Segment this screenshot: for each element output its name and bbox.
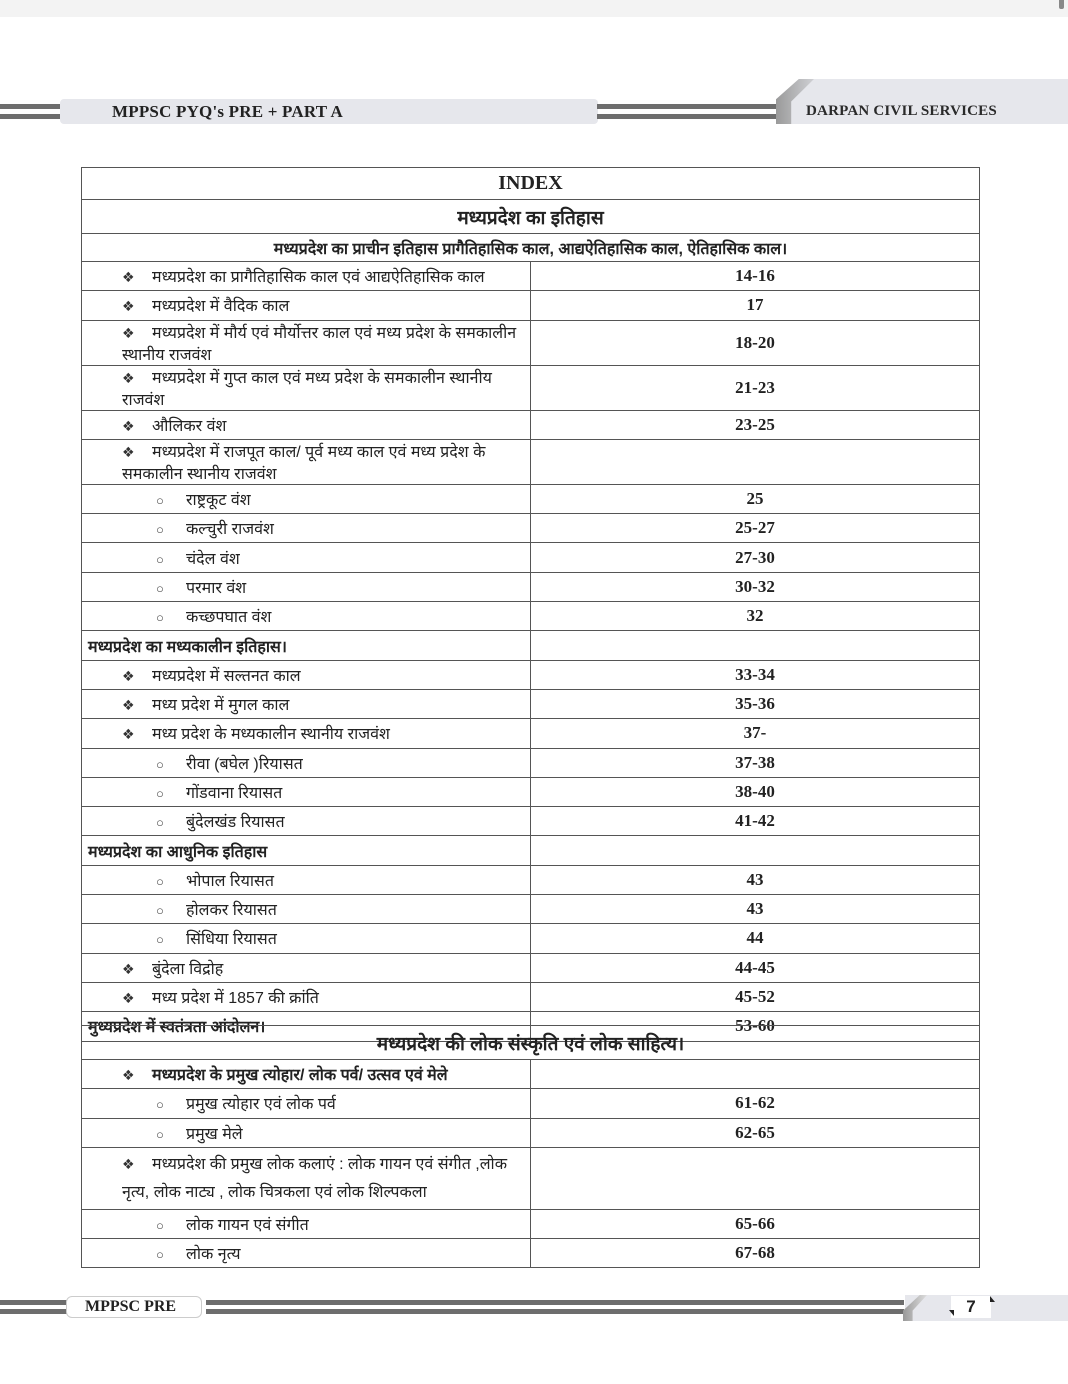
page-range-cell: 61-62 bbox=[531, 1089, 980, 1118]
index-row bbox=[82, 1089, 980, 1118]
topic-cell bbox=[82, 1239, 531, 1268]
diamond-bullet-icon: ❖ bbox=[122, 417, 135, 434]
page-range-cell bbox=[531, 631, 980, 660]
page-range-cell bbox=[531, 1060, 980, 1089]
topic-label: राष्ट्रकूट वंश bbox=[186, 492, 251, 510]
page-range-cell: 45-52 bbox=[531, 982, 980, 1011]
topic-label: सिंधिया रियासत bbox=[186, 931, 277, 949]
topic-cell bbox=[82, 807, 531, 836]
index-row bbox=[82, 1239, 980, 1268]
topic-label: मध्यप्रदेश के प्रमुख त्योहार/ लोक पर्व/ उत्सव एवं मेले bbox=[152, 1067, 448, 1085]
topic-cell bbox=[82, 1118, 531, 1147]
topic-cell bbox=[82, 1209, 531, 1238]
topic-label: चंदेल वंश bbox=[186, 550, 240, 568]
index-row bbox=[82, 953, 980, 982]
index-row bbox=[82, 320, 980, 365]
index-row bbox=[82, 602, 980, 631]
topic-cell bbox=[82, 748, 531, 777]
main-heading-row bbox=[82, 200, 980, 234]
topic-label: मध्यप्रदेश का आधुनिक इतिहास bbox=[88, 843, 268, 861]
topic-cell bbox=[82, 572, 531, 601]
circle-bullet-icon: ○ bbox=[156, 1247, 164, 1263]
page-range-cell: 14-16 bbox=[531, 262, 980, 291]
topic-cell bbox=[82, 660, 531, 689]
topic-label: प्रमुख त्योहार एवं लोक पर्व bbox=[186, 1096, 336, 1114]
page-range-cell: 43 bbox=[531, 895, 980, 924]
topic-label: प्रमुख मेले bbox=[186, 1125, 243, 1143]
index-table bbox=[81, 167, 980, 1042]
topic-cell bbox=[82, 689, 531, 718]
topic-label: कल्चुरी राजवंश bbox=[186, 521, 274, 539]
topic-cell bbox=[82, 291, 531, 320]
circle-bullet-icon: ○ bbox=[156, 493, 164, 509]
topic-label: मध्यप्रदेश की प्रमुख लोक कलाएं : लोक गायन एवं संगीत ,लोक नृत्य, लोक नाट्य , लोक चित्रकला एवं लोक शिल्पकला bbox=[122, 1155, 507, 1201]
diamond-bullet-icon: ❖ bbox=[122, 324, 135, 341]
index-row bbox=[82, 660, 980, 689]
culture-heading-row bbox=[82, 1026, 980, 1060]
topic-cell bbox=[82, 924, 531, 953]
index-row bbox=[82, 777, 980, 806]
topic-cell bbox=[82, 543, 531, 572]
page-range-cell: 32 bbox=[531, 602, 980, 631]
page-range-cell: 37- bbox=[531, 719, 980, 748]
topic-cell bbox=[82, 982, 531, 1011]
index-row bbox=[82, 924, 980, 953]
topic-cell bbox=[82, 719, 531, 748]
header-decor-lines bbox=[0, 104, 66, 119]
index-row bbox=[82, 514, 980, 543]
topic-label: बुंदेलखंड रियासत bbox=[186, 814, 285, 832]
topic-cell bbox=[82, 865, 531, 894]
index-row bbox=[82, 719, 980, 748]
diamond-bullet-icon: ❖ bbox=[122, 697, 135, 714]
topic-label: औलिकर वंश bbox=[152, 417, 227, 435]
topic-cell bbox=[82, 514, 531, 543]
topic-label: मध्यप्रदेश में मौर्य एवं मौर्योत्तर काल एवं मध्य प्रदेश के समकालीन स्थानीय राजवंश bbox=[122, 324, 517, 364]
page-range-cell bbox=[531, 836, 980, 865]
topic-label: मुध्यप्रदेश में स्वतंत्रता आंदोलन। bbox=[88, 1019, 266, 1037]
culture-table bbox=[81, 1025, 980, 1268]
topic-cell bbox=[82, 1060, 531, 1089]
circle-bullet-icon: ○ bbox=[156, 522, 164, 538]
page-range-cell: 21-23 bbox=[531, 365, 980, 410]
header-decor-lines-mid bbox=[597, 104, 777, 119]
topic-label: मध्यप्रदेश में गुप्त काल एवं मध्य प्रदेश के समकालीन स्थानीय राजवंश bbox=[122, 369, 492, 409]
diamond-bullet-icon: ❖ bbox=[122, 443, 135, 460]
index-title: INDEX bbox=[82, 168, 980, 200]
index-row bbox=[82, 439, 980, 484]
diamond-bullet-icon: ❖ bbox=[122, 726, 135, 743]
page-range-cell: 18-20 bbox=[531, 320, 980, 365]
topic-label: रीवा (बघेल )रियासत bbox=[186, 755, 303, 773]
page-range-cell: 30-32 bbox=[531, 572, 980, 601]
circle-bullet-icon: ○ bbox=[156, 932, 164, 948]
footer-decor-lines-mid bbox=[206, 1300, 904, 1314]
topic-cell bbox=[82, 262, 531, 291]
topic-label: मध्यप्रदेश में वैदिक काल bbox=[152, 298, 290, 316]
circle-bullet-icon: ○ bbox=[156, 786, 164, 801]
topic-cell bbox=[82, 410, 531, 439]
topic-label: मध्यप्रदेश में राजपूत काल/ पूर्व मध्य काल एवं मध्य प्रदेश के समकालीन स्थानीय राजवंश bbox=[122, 443, 486, 483]
index-row bbox=[82, 410, 980, 439]
circle-bullet-icon: ○ bbox=[156, 1126, 164, 1142]
index-row bbox=[82, 982, 980, 1011]
topic-label: परमार वंश bbox=[186, 579, 247, 597]
diamond-bullet-icon: ❖ bbox=[122, 960, 135, 977]
topic-label: लोक नृत्य bbox=[186, 1246, 241, 1264]
diamond-bullet-icon: ❖ bbox=[122, 1155, 135, 1172]
page-range-cell: 25-27 bbox=[531, 514, 980, 543]
index-title-row bbox=[82, 168, 980, 200]
page-range-cell: 27-30 bbox=[531, 543, 980, 572]
index-row bbox=[82, 1209, 980, 1238]
index-row bbox=[82, 484, 980, 513]
index-row bbox=[82, 689, 980, 718]
circle-bullet-icon: ○ bbox=[156, 580, 164, 596]
diamond-bullet-icon: ❖ bbox=[122, 1067, 135, 1084]
topic-label: मध्य प्रदेश में 1857 की क्रांति bbox=[152, 990, 319, 1008]
page-range-cell: 38-40 bbox=[531, 777, 980, 806]
diamond-bullet-icon: ❖ bbox=[122, 990, 135, 1007]
topic-cell bbox=[82, 320, 531, 365]
page-range-cell: 44-45 bbox=[531, 953, 980, 982]
main-heading: मध्यप्रदेश का इतिहास bbox=[82, 200, 980, 234]
page-range-cell: 62-65 bbox=[531, 1118, 980, 1147]
topic-cell bbox=[82, 953, 531, 982]
page-range-cell: 53-60 bbox=[531, 1012, 980, 1041]
diamond-bullet-icon: ❖ bbox=[122, 298, 135, 315]
topic-label: कच्छपघात वंश bbox=[186, 609, 272, 627]
topic-label: बुंदेला विद्रोह bbox=[152, 960, 224, 978]
page-range-cell: 35-36 bbox=[531, 689, 980, 718]
culture-heading: मध्यप्रदेश की लोक संस्कृति एवं लोक साहित्य। bbox=[82, 1026, 980, 1060]
circle-bullet-icon: ○ bbox=[156, 815, 164, 831]
topic-cell bbox=[82, 1147, 531, 1209]
page-range-cell: 25 bbox=[531, 484, 980, 513]
page-range-cell: 67-68 bbox=[531, 1239, 980, 1268]
circle-bullet-icon: ○ bbox=[156, 610, 164, 626]
diamond-bullet-icon: ❖ bbox=[122, 667, 135, 684]
page-range-cell: 65-66 bbox=[531, 1209, 980, 1238]
topic-cell bbox=[82, 836, 531, 865]
index-row bbox=[82, 365, 980, 410]
topic-label: भोपाल रियासत bbox=[186, 872, 274, 890]
page-range-cell bbox=[531, 439, 980, 484]
page-number: 7 bbox=[951, 1296, 991, 1318]
scrollbar-thumb[interactable] bbox=[1059, 0, 1064, 9]
circle-bullet-icon: ○ bbox=[156, 551, 164, 567]
index-row bbox=[82, 836, 980, 865]
diamond-bullet-icon: ❖ bbox=[122, 369, 135, 386]
header-book-title: MPPSC PYQ's PRE + PART A bbox=[112, 102, 343, 121]
index-row bbox=[82, 1147, 980, 1209]
page-range-cell: 23-25 bbox=[531, 410, 980, 439]
index-row bbox=[82, 543, 980, 572]
index-row bbox=[82, 1060, 980, 1089]
index-row bbox=[82, 807, 980, 836]
circle-bullet-icon: ○ bbox=[156, 756, 164, 772]
topic-cell bbox=[82, 777, 531, 806]
index-row bbox=[82, 572, 980, 601]
circle-bullet-icon: ○ bbox=[156, 873, 164, 889]
topic-cell bbox=[82, 895, 531, 924]
index-row bbox=[82, 262, 980, 291]
topic-cell bbox=[82, 631, 531, 660]
viewer-top-bar bbox=[0, 0, 1068, 17]
index-row bbox=[82, 631, 980, 660]
topic-cell bbox=[82, 602, 531, 631]
page-range-cell: 17 bbox=[531, 291, 980, 320]
index-row bbox=[82, 895, 980, 924]
index-row bbox=[82, 291, 980, 320]
circle-bullet-icon: ○ bbox=[156, 903, 164, 919]
topic-cell bbox=[82, 365, 531, 410]
footer-title: MPPSC PRE bbox=[85, 1298, 177, 1315]
topic-cell bbox=[82, 1089, 531, 1118]
page-range-cell: 44 bbox=[531, 924, 980, 953]
topic-label: मध्यप्रदेश में सल्तनत काल bbox=[152, 667, 301, 685]
topic-cell bbox=[82, 484, 531, 513]
footer-decor-lines bbox=[0, 1300, 72, 1314]
index-row bbox=[82, 865, 980, 894]
diamond-bullet-icon: ❖ bbox=[122, 269, 135, 286]
topic-label: मध्य प्रदेश में मुगल काल bbox=[152, 697, 290, 715]
topic-label: मध्यप्रदेश का मध्यकालीन इतिहास। bbox=[88, 638, 287, 656]
index-row bbox=[82, 748, 980, 777]
page-range-cell: 43 bbox=[531, 865, 980, 894]
topic-label: गोंडवाना रियासत bbox=[186, 785, 283, 802]
circle-bullet-icon: ○ bbox=[156, 1097, 164, 1113]
page-range-cell bbox=[531, 1147, 980, 1209]
sub-heading-row bbox=[82, 234, 980, 262]
topic-label: लोक गायन एवं संगीत bbox=[186, 1217, 309, 1235]
topic-label: मध्यप्रदेश का प्रागैतिहासिक काल एवं आद्यऐतिहासिक काल bbox=[152, 269, 485, 287]
page-range-cell: 33-34 bbox=[531, 660, 980, 689]
page-range-cell: 37-38 bbox=[531, 748, 980, 777]
circle-bullet-icon: ○ bbox=[156, 1218, 164, 1234]
index-row bbox=[82, 1118, 980, 1147]
topic-cell bbox=[82, 439, 531, 484]
header-publisher: DARPAN CIVIL SERVICES bbox=[806, 103, 997, 119]
topic-label: मध्य प्रदेश के मध्यकालीन स्थानीय राजवंश bbox=[152, 726, 390, 744]
topic-label: होलकर रियासत bbox=[186, 902, 277, 920]
page-range-cell: 41-42 bbox=[531, 807, 980, 836]
sub-heading: मध्यप्रदेश का प्राचीन इतिहास प्रागैतिहासिक काल, आद्यऐतिहासिक काल, ऐतिहासिक काल। bbox=[82, 234, 980, 262]
